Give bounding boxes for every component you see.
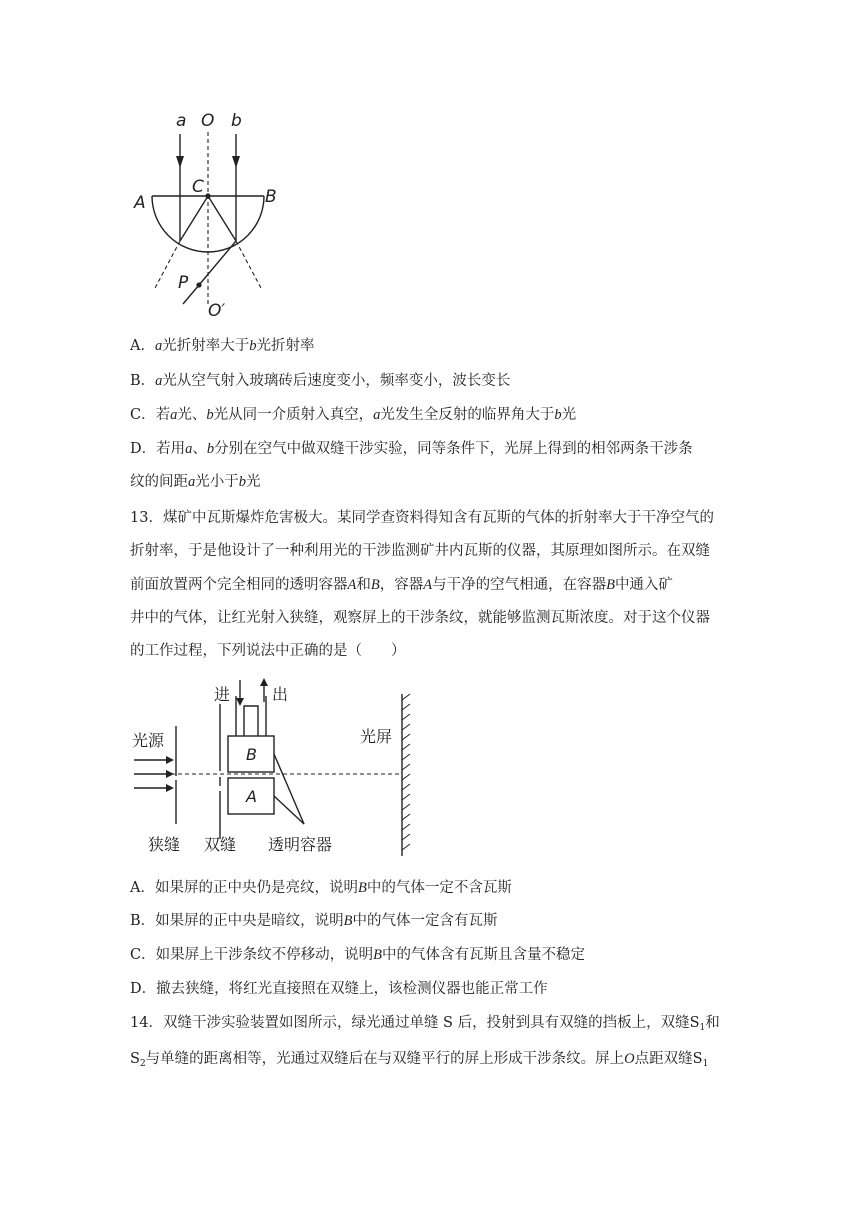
semicircle-refraction-figure [128, 104, 288, 326]
label-container: 透明容器 [268, 835, 333, 854]
label-a: a [176, 111, 187, 131]
label-double-slit: 双缝 [204, 835, 237, 854]
q13-option-a: A．如果屏的正中央仍是亮纹，说明B中的气体一定不含瓦斯 [130, 880, 512, 896]
label-a-upper: A [134, 193, 146, 213]
label-c: C [192, 177, 204, 197]
point-c [205, 193, 210, 198]
label-o: O [201, 111, 215, 131]
q13-stem-1: 13．煤矿中瓦斯爆炸危害极大。某同学查资料得知含有瓦斯的气体的折射率大于干净空气的 [130, 510, 714, 526]
label-b-upper: B [265, 187, 277, 207]
label-source: 光源 [132, 731, 165, 750]
q13-option-c: C．如果屏上干涉条纹不停移动，说明B中的气体含有瓦斯且含量不稳定 [130, 947, 585, 963]
q12-option-a: A．a光折射率大于b光折射率 [130, 338, 315, 354]
label-container-a: A [246, 787, 257, 806]
q13-stem-2: 折射率，于是他设计了一种利用光的干涉监测矿井内瓦斯的仪器，其原理如图所示。在双缝 [130, 543, 710, 559]
label-screen: 光屏 [360, 727, 393, 746]
q13-option-d: D．撤去狭缝，将红光直接照在双缝上，该检测仪器也能正常工作 [130, 981, 548, 997]
q13-stem-3: 前面放置两个完全相同的透明容器A和B，容器A与干净的空气相通，在容器B中通入矿 [130, 577, 673, 593]
q12-option-d-cont: 纹的间距a光小于b光 [130, 474, 261, 490]
q12-option-d: D．若用a、b分别在空气中做双缝干涉实验，同等条件下，光屏上得到的相邻两条干涉条 [130, 441, 693, 457]
q14-stem-1: 14．双缝干涉实验装置如图所示，绿光通过单缝 S 后，投射到具有双缝的挡板上，双缝$S_1$和 [130, 1015, 720, 1033]
label-o-prime: O′ [208, 301, 226, 321]
q13-stem-4: 井中的气体，让红光射入狭缝，观察屏上的干涉条纹，就能够监测瓦斯浓度。对于这个仪器 [130, 610, 710, 626]
label-slit: 狭缝 [148, 835, 181, 854]
q12-option-b: B．a光从空气射入玻璃砖后速度变小，频率变小，波长变长 [130, 373, 511, 389]
label-out: 出 [272, 685, 289, 704]
q13-option-b: B．如果屏的正中央是暗纹，说明B中的气体一定含有瓦斯 [130, 913, 498, 929]
label-p: P [178, 273, 189, 293]
label-b: b [231, 111, 242, 131]
gas-interference-figure [128, 674, 428, 862]
label-container-b: B [246, 745, 257, 764]
q12-option-c: C．若a光、b光从同一介质射入真空，a光发生全反射的临界角大于b光 [130, 407, 577, 423]
q14-stem-2: $S_2$与单缝的距离相等，光通过双缝后在与双缝平行的屏上形成干涉条纹。屏上O点距双缝$S_1$ [130, 1051, 709, 1069]
q13-stem-5: 的工作过程，下列说法中正确的是（ ） [130, 643, 406, 659]
point-p [196, 282, 201, 287]
label-in: 进 [214, 685, 231, 704]
